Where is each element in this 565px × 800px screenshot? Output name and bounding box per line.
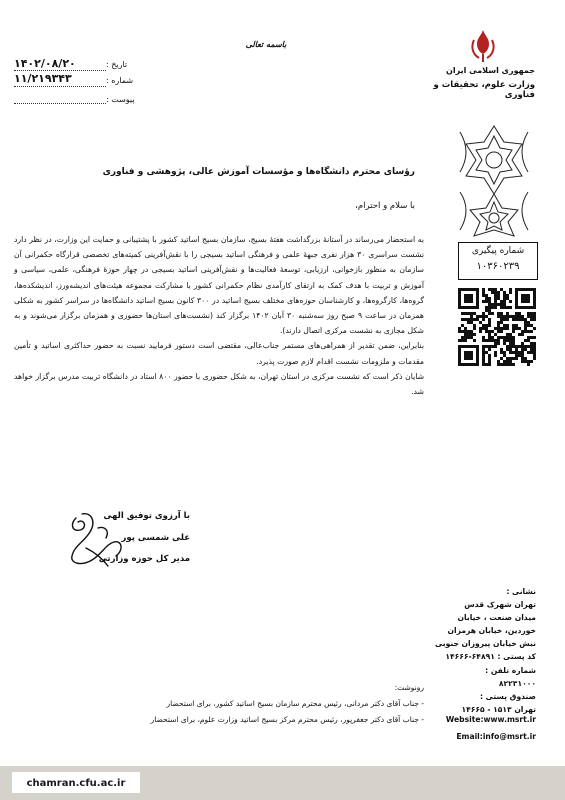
date-dotted-line <box>14 70 106 71</box>
bismillah: باسمه تعالی <box>245 40 287 49</box>
org-line-1: جمهوری اسلامی ایران <box>446 66 535 75</box>
tracking-label: شماره پیگیری <box>471 246 525 256</box>
address-block <box>432 585 536 716</box>
phone-number: ۸۲۲۳۱۰۰۰ <box>498 678 536 688</box>
closing-phrase: با آرزوی توفیق الهی <box>103 511 190 521</box>
number-value: ۱۱/۲۱۹۳۴۳ <box>14 72 72 85</box>
cc-line-1: - جناب آقای دکتر مردانی، رئیس محترم سازمان بسیج اساتید کشور، برای استحضار <box>166 699 424 708</box>
website[interactable]: Website:www.msrt.ir <box>445 715 536 724</box>
address-line-2: میدان صنعت ، خیابان <box>457 613 536 623</box>
date-value: ۱۴۰۲/۰۸/۲۰ <box>14 57 76 70</box>
postal-code: کد پستی : ۶۴۸۹۱-۱۴۶۶۶ <box>445 652 536 662</box>
cc-block <box>14 680 424 728</box>
recipient-line: رؤسای محترم دانشگاه‌ها و مؤسسات آموزش عالی، پژوهشی و فناوری <box>102 167 415 177</box>
number-label: شماره : <box>106 76 134 85</box>
tracking-number: ۱۰۳۶۰۲۳۹ <box>476 261 520 272</box>
body-paragraph-2: بنابراین، ضمن تقدیر از همراهی‌های مستمر جناب‌عالی، مقتضی است دستور فرمایید نسبت به حضور حداکثری اساتید و تأمین مقدمات و ملزومات نشست اقدام لازم صورت پذیرد. <box>14 341 424 366</box>
contact-block <box>432 711 536 745</box>
org-line-2: وزارت علوم، تحقیقات و فناوری <box>433 80 535 100</box>
cc-title: رونوشت: <box>394 683 424 692</box>
email[interactable]: Email:info@msrt.ir <box>456 732 536 741</box>
body-paragraph-3: شایان ذکر است که نشست مرکزی در استان تهران، به شکل حضوری با حضور ۸۰۰ استاد در دانشگاه تربیت مدرس برگزار خواهد شد. <box>14 371 425 397</box>
body-paragraph-1: به استحضار می‌رساند در آستانهٔ بزرگداشت هفتهٔ بسیج، سازمان بسیج اساتید کشور با پشتیبانی و حمایت این وزارت، در نظر دارد نشست سراسری ۳۰ هزار نفری جبههٔ علمی و فرهنگی اساتید بسیجی را با نقش‌آفرینی کمیته‌های تخصصی قرارگاه حکمرانی آن سازمان به منظور بازخوانی، ارزیابی، توسعهٔ فعالیت‌ها و نقش‌آفرینی اساتید بسیجی در چهار حوزهٔ فرهنگی، علمی، سیاسی و آموزش و تربیت با هدف کمک به ارتقای کارآمدی نظام حکمرانی کشور با مشارکت مجموعه هیئت‌های اندیشه‌ورز، اندیشکده‌ها، گروه‌ها، کارگروه‌ها، و کارشناسان حوزه‌های مختلف بسیج اساتید در ۳۰۰ کانون بسیج اساتید دانشگاه‌ها در سراسر کشور به شکلی همزمان در ساعت ۹ صبح روز سه‌شنبه ۳۰ آبان ۱۴۰۲ برگزار کند (نشست‌های استان‌ها حضوری و همزمان برگزار می‌شوند و به شکل مجازی به نشست مرکزی اتصال دارند). <box>14 235 425 336</box>
number-dotted-line <box>14 86 106 87</box>
address-line-1: تهران شهرک قدس <box>464 600 536 610</box>
attachment-dotted-line <box>14 103 106 104</box>
signer-name: علی شمسی پور <box>121 533 190 543</box>
salutation: با سلام و احترام، <box>355 201 415 211</box>
footer-watermark[interactable]: chamran.cfu.ac.ir <box>26 778 126 789</box>
pobox-value: تهران ۱۵۱۳ - ۱۴۶۶۵ <box>461 704 536 714</box>
islamic-ornament-icon <box>452 122 536 240</box>
date-label: تاریخ : <box>106 60 128 69</box>
handwritten-signature <box>62 508 132 570</box>
address-line-3: خوردین، خیابان هرمزان <box>447 626 536 636</box>
cc-line-2: - جناب آقای دکتر جعفرپور، رئیس محترم مرکز بسیج اساتید وزارت علوم، برای استحضار <box>150 715 424 724</box>
signer-title: مدیر کل حوزه وزارتی <box>98 554 190 564</box>
iran-emblem-icon <box>468 28 498 64</box>
attachment-label: پیوست : <box>106 95 135 104</box>
pobox-label: صندوق پستی : <box>479 691 536 701</box>
address-line-4: نبش خیابان پیروزان جنوبی <box>435 639 536 649</box>
phone-label: شماره تلفن : <box>485 665 536 675</box>
qr-code-icon <box>458 288 536 366</box>
address-label: نشانی : <box>506 587 536 596</box>
letter-body <box>14 232 424 399</box>
tracking-box <box>458 242 538 280</box>
